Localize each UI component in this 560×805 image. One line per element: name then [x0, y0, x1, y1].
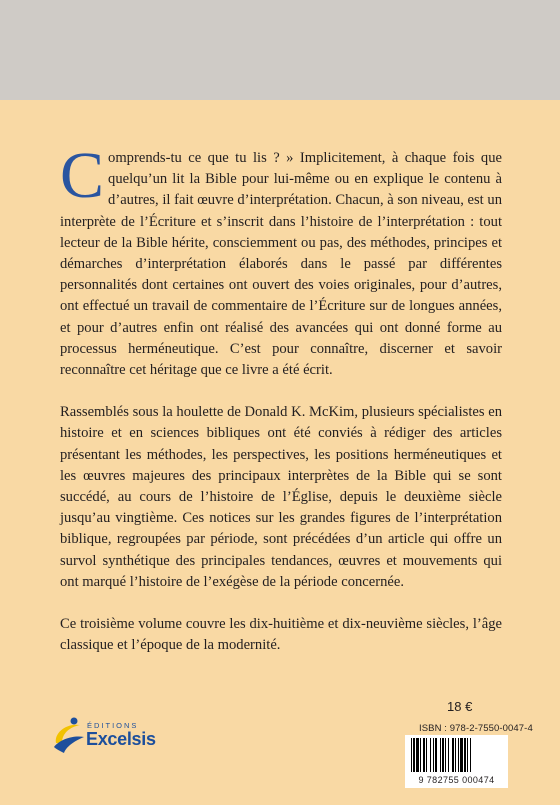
- barcode-bar: [464, 738, 466, 772]
- barcode-bar: [413, 738, 415, 772]
- price-label: 18 €: [447, 699, 473, 714]
- barcode-bar: [420, 738, 421, 772]
- barcode-bar: [467, 738, 468, 772]
- paragraph-intro-text: omprends-tu ce que tu lis ? » Implicitement, à chaque fois que quelqu’un lit la Bible pour lui-même ou en explique le contenu à d’autres, il fait œuvre d’interprétation. Chacun, à son niveau, est un interprète de l’Écriture et s’inscrit dans l’histoire de l’interprétation : tout lecteur de la Bible hérite, consciemment ou pas, des méthodes, principes et démarches d’interprétation élaborés dans le passé par différentes personnalités dont certaines ont ouvert des voies originales, pour d’autres, ont effectué un travail de commentaire de l’Écriture sur de longues années, et pour d’autres enfin ont réalisé des avancées qui ont donné forme au processus herméneutique. C’est pour connaître, discerner et savoir reconnaître cet héritage que ce livre a été écrit.: [60, 150, 502, 379]
- drop-cap-letter: C: [60, 139, 105, 212]
- barcode-bar: [433, 738, 434, 772]
- top-grey-band: [0, 0, 560, 100]
- barcode: [405, 735, 508, 788]
- barcode-bar: [426, 738, 427, 772]
- barcode-bar: [435, 738, 437, 772]
- barcode-bar: [460, 738, 463, 772]
- paragraph-volume-scope: Ce troisième volume couvre les dix-huitième et dix-neuvième siècles, l’âge classique et l’époque de la modernité.: [60, 616, 502, 654]
- barcode-digits: 9 782755 000474: [418, 775, 495, 785]
- publisher-editions-label: ÉDITIONS: [87, 721, 139, 730]
- paragraph-intro: [60, 139, 502, 381]
- barcode-bar: [440, 738, 441, 772]
- barcode-bar: [445, 738, 446, 772]
- barcode-bar: [458, 738, 459, 772]
- barcode-bar: [452, 738, 454, 772]
- isbn-label: ISBN : 978-2-7550-0047-4: [419, 723, 533, 734]
- barcode-bar: [470, 738, 471, 772]
- barcode-bar: [455, 738, 456, 772]
- paragraph-editors: Rassemblés sous la houlette de Donald K. McKim, plusieurs spécialistes en histoire et en sciences bibliques ont été conviés à rédiger des articles présentant les méthodes, les perspectives, les positions herméneutiques et les œuvres majeures des principaux interprètes de la Bible qui se sont succédé, au cours de l’histoire de l’Église, depuis le deuxième siècle jusqu’au vingtième. Ces notices sur les grandes figures de l’interprétation biblique, regroupées par période, sont précédées d’un article qui offre un survol synthétique des principales tendances, œuvres et mouvements qui ont marqué l’histoire de l’exégèse de la période concernée.: [60, 404, 502, 590]
- back-cover-text: [60, 139, 502, 656]
- barcode-bar: [411, 738, 412, 772]
- barcode-bar: [430, 738, 431, 772]
- barcode-bar: [448, 738, 449, 772]
- publisher-logo: [52, 713, 182, 763]
- barcode-bar: [416, 738, 419, 772]
- barcode-bar: [423, 738, 425, 772]
- barcode-bars: [411, 738, 502, 774]
- excelsis-swoosh-icon: [52, 713, 86, 755]
- barcode-bar: [442, 738, 444, 772]
- publisher-name: Excelsis: [86, 729, 156, 749]
